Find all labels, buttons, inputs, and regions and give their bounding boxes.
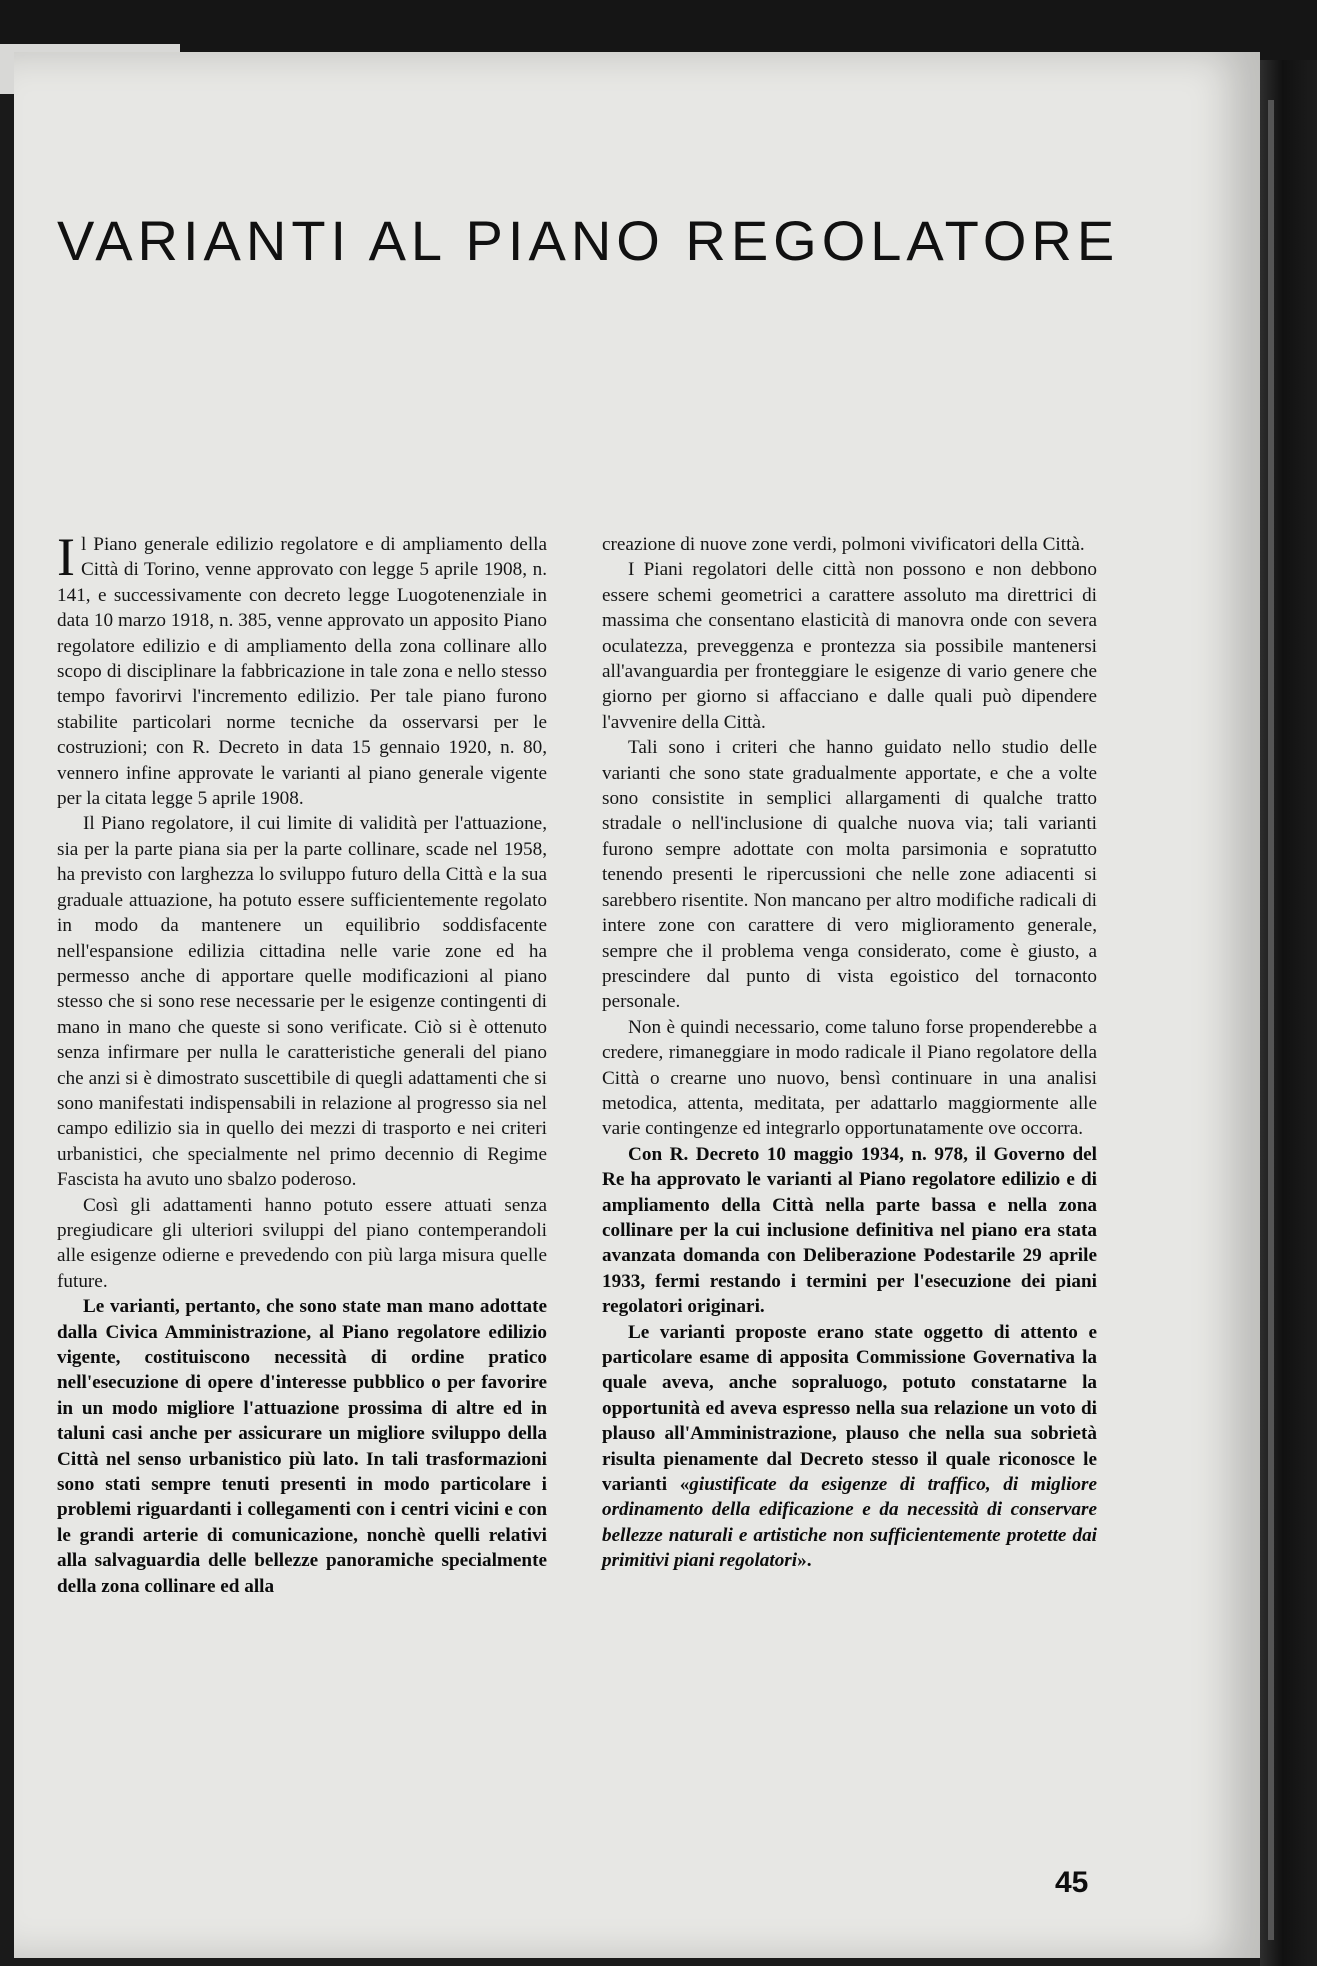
paragraph: I Piani regolatori delle città non possono e non debbono essere schemi geometrici a carattere assoluto ma direttrici di massima che consentano elasticità di manovra onde con severa oculatezza, preveggenza e prontezza sia possibile mantenersi all'avanguardia per fronteggiare le esigenze di vario genere che giorno per giorno si affacciano e dalle quali può dipendere l'avvenire della Città.: [602, 559, 1097, 733]
decree-quote: giustificate da esigenze di traffico, di migliore ordinamento della edificazione e da necessità di conservare bellezze naturali e artistiche non sufficientemente protette dai primitivi piani regolatori: [602, 1474, 1097, 1572]
paragraph: [57, 527, 547, 811]
page-edge-strip: [1268, 100, 1274, 1940]
paragraph: creazione di nuove zone verdi, polmoni vivificatori della Città.: [602, 534, 1085, 555]
paragraph: Tali sono i criteri che hanno guidato nello studio delle varianti che sono state gradualmente apportate, e che a volte sono consistite in semplici allargamenti di qualche tratto stradale o nell'inclusione di qualche nuova via; tali varianti furono sempre adottate con molta parsimonia e sopratutto tenendo presenti le ripercussioni che nelle zone adiacenti si sarebbero risentite. Non mancano per altro modifiche radicali di intere zone con carattere di vero miglioramento generale, sempre che il problema venga considerato, come è giusto, a prescindere dal punto di vista egoistico del tornaconto personale.: [602, 737, 1097, 1013]
scan-right-edge: [1260, 60, 1317, 1966]
paragraph: Con R. Decreto 10 maggio 1934, n. 978, il Governo del Re ha approvato le varianti al Piano regolatore edilizio e di ampliamento della Città nella parte bassa e nella zona collinare per la cui inclusione definitiva nel piano era stata avanzata domanda con Deliberazione Podestarile 29 aprile 1933, fermi restando i termini per l'esecuzione dei piani regolatori originari.: [602, 1143, 1097, 1318]
page-number: 45: [1055, 1866, 1089, 1899]
quote-close: ».: [797, 1550, 812, 1572]
paragraph-text: Le varianti proposte erano state oggetto di attento e particolare esame di apposita Commissione Governativa la quale aveva, anche sopraluogo, potuto constatarne la opportunità ed aveva espresso nella sua relazione un voto di plauso all'Amministrazione, plauso che nella sua sobrietà risulta pienamente dal Decreto stesso il quale riconosce le varianti «: [602, 1321, 1097, 1496]
paragraph: Il Piano regolatore, il cui limite di validità per l'attuazione, sia per la parte piana sia per la parte collinare, scade nel 1958, ha previsto con larghezza lo sviluppo futuro della Città e la sua graduale attuazione, ha potuto essere sufficientemente regolato in modo da mantenere un equilibrio soddisfacente nell'espansione edilizia cittadina nelle varie zone ed ha permesso anche di apportare quelle modificazioni al piano stesso che si sono rese necessarie per le esigenze contingenti di mano in mano che queste si sono verificate. Ciò si è ottenuto senza infirmare per nulla le caratteristiche generali del piano che anzi si è dimostrato suscettibile di quegli adattamenti che si sono manifestati indispensabili in relazione al progresso sia nel campo edilizio sia in quello dei mezzi di trasporto e nei criteri urbanistici, che specialmente nel primo decennio di Regime Fascista ha avuto uno sbalzo poderoso.: [57, 813, 547, 1191]
paragraph: Non è quindi necessario, come taluno forse propenderebbe a credere, rimaneggiare in modo radicale il Piano regolatore della Città o crearne uno nuovo, bensì continuare in una analisi metodica, attenta, meditata, per adattarlo maggiormente alle varie contingenze ed integrarlo opportunatamente ove occorra.: [602, 1016, 1097, 1140]
right-column: [602, 532, 1097, 1574]
paragraph: [602, 1320, 1097, 1574]
paragraph: Le varianti, pertanto, che sono state man mano adottate dalla Civica Amministrazione, al Piano regolatore edilizio vigente, costituiscono necessità di ordine pratico nell'esecuzione di opere d'interesse pubblico o per favorire in un modo migliore l'attuazione prossima di altre ed in taluni casi anche per assicurare un migliore sviluppo della Città nel senso urbanistico più lato. In tali trasformazioni sono stati sempre tenuti presenti in modo particolare i problemi riguardanti i collegamenti con i centri vicini e con le grandi arterie di comunicazione, nonchè quelli relativi alla salvaguardia delle bellezze panoramiche specialmente della zona collinare ed alla: [57, 1296, 547, 1597]
paragraph: Così gli adattamenti hanno potuto essere attuati senza pregiudicare gli ulteriori sviluppi del piano contemperandoli alle esigenze odierne e prevedendo con più larga misura quelle future.: [57, 1194, 547, 1292]
page-title: VARIANTI AL PIANO REGOLATORE: [57, 209, 1120, 272]
left-column: [57, 527, 547, 1599]
drop-cap: I: [57, 527, 75, 587]
scan-top-border: [0, 0, 1317, 60]
paragraph-text: l Piano generale edilizio regolatore e di ampliamento della Città di Torino, venne approvato con legge 5 aprile 1908, n. 141, e successivamente con decreto legge Luogotenenziale in data 10 marzo 1918, n. 385, venne approvato un apposito Piano regolatore edilizio e di ampliamento della zona collinare allo scopo di disciplinare la fabbricazione in tale zona e nello stesso tempo favorirvi l'incremento edilizio. Per tale piano furono stabilite particolari norme tecniche da osservarsi per le costruzioni; con R. Decreto in data 15 gennaio 1920, n. 80, vennero infine approvate le varianti al piano generale vigente per la citata legge 5 aprile 1908.: [57, 534, 547, 810]
